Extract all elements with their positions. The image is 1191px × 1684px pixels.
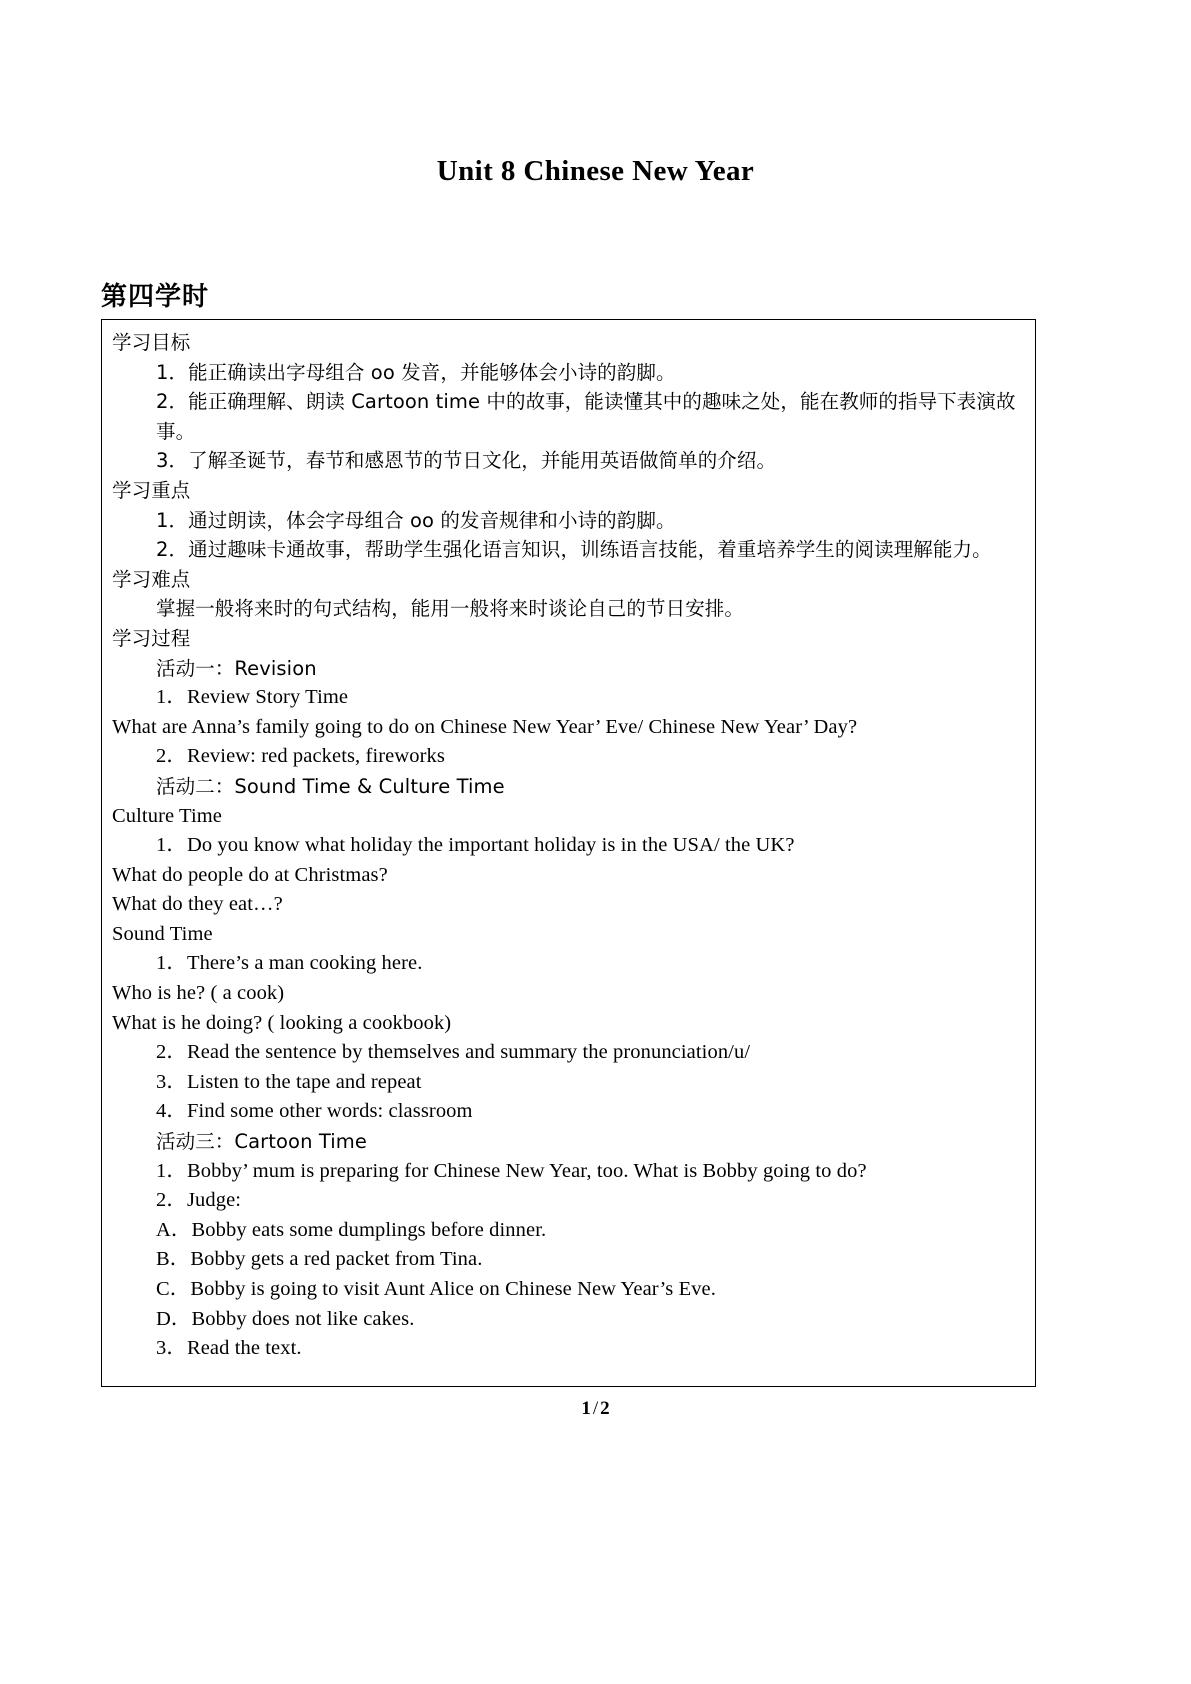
process-step-line: What is he doing? ( looking a cookbook)	[112, 1011, 452, 1034]
process-step-line: 1．Review Story Time	[156, 686, 349, 709]
process-step-line: 4．Find some other words: classroom	[156, 1100, 473, 1123]
lesson-plan-box	[101, 319, 1036, 1387]
footer-total-pages: 2	[600, 1398, 610, 1419]
process-step-line: Who is he? ( a cook)	[112, 982, 285, 1005]
process-step-line: 3．Listen to the tape and repeat	[156, 1070, 422, 1093]
key-points-heading: 学习重点	[112, 478, 191, 502]
process-step-line: 3．Read the text.	[156, 1337, 302, 1360]
process-heading: 学习过程	[112, 626, 191, 650]
process-activity-line: 活动三：Cartoon Time	[156, 1130, 367, 1154]
objective-item: 3．了解圣诞节，春节和感恩节的节日文化，并能用英语做简单的介绍。	[156, 449, 777, 473]
process-step-line: 2．Review: red packets, fireworks	[156, 745, 445, 768]
process-step-line: Culture Time	[112, 804, 222, 827]
process-step-line: 1．Do you know what holiday the important holiday is in the USA/ the UK?	[156, 834, 795, 857]
process-step-line: What are Anna’s family going to do on Chinese New Year’ Eve/ Chinese New Year’ Day?	[112, 715, 858, 738]
page-footer	[0, 1398, 1191, 1420]
key-point-item: 2．通过趣味卡通故事，帮助学生强化语言知识，训练语言技能，着重培养学生的阅读理解能力。	[156, 538, 992, 562]
process-option-line: D．Bobby does not like cakes.	[156, 1307, 415, 1330]
process-step-line: 1．There’s a man cooking here.	[156, 952, 423, 975]
footer-current-page: 1	[581, 1398, 591, 1419]
process-step-line: 2．Read the sentence by themselves and summary the pronunciation/u/	[156, 1041, 751, 1064]
objective-item: 2．能正确理解、朗读 Cartoon time 中的故事，能读懂其中的趣味之处，能在教师的指导下表演故事。	[156, 390, 1016, 443]
process-activity-line: 活动一：Revision	[156, 656, 317, 680]
process-activity-line: 活动二：Sound Time & Culture Time	[156, 774, 505, 798]
objectives-heading: 学习目标	[112, 331, 191, 354]
key-point-item: 1．通过朗读，体会字母组合 oo 的发音规律和小诗的韵脚。	[156, 508, 676, 532]
difficulties-heading: 学习难点	[112, 567, 191, 591]
process-option-line: A．Bobby eats some dumplings before dinner.	[156, 1218, 547, 1241]
section-heading-period: 第四学时	[101, 282, 210, 312]
process-option-line: B．Bobby gets a red packet from Tina.	[156, 1248, 483, 1271]
difficulty-item: 掌握一般将来时的句式结构，能用一般将来时谈论自己的节日安排。	[156, 597, 745, 621]
process-step-line: 2．Judge:	[156, 1189, 242, 1212]
process-step-line: Sound Time	[112, 922, 213, 945]
process-step-line: What do people do at Christmas?	[112, 863, 388, 886]
process-step-line: 1．Bobby’ mum is preparing for Chinese New Year, too. What is Bobby going to do?	[156, 1159, 867, 1182]
page-title: Unit 8 Chinese New Year	[436, 155, 755, 187]
process-step-line: What do they eat…?	[112, 893, 283, 916]
process-option-line: C．Bobby is going to visit Aunt Alice on Chinese New Year’s Eve.	[156, 1278, 716, 1300]
footer-separator: /	[592, 1398, 599, 1419]
objective-item: 1．能正确读出字母组合 oo 发音，并能够体会小诗的韵脚。	[156, 360, 676, 384]
